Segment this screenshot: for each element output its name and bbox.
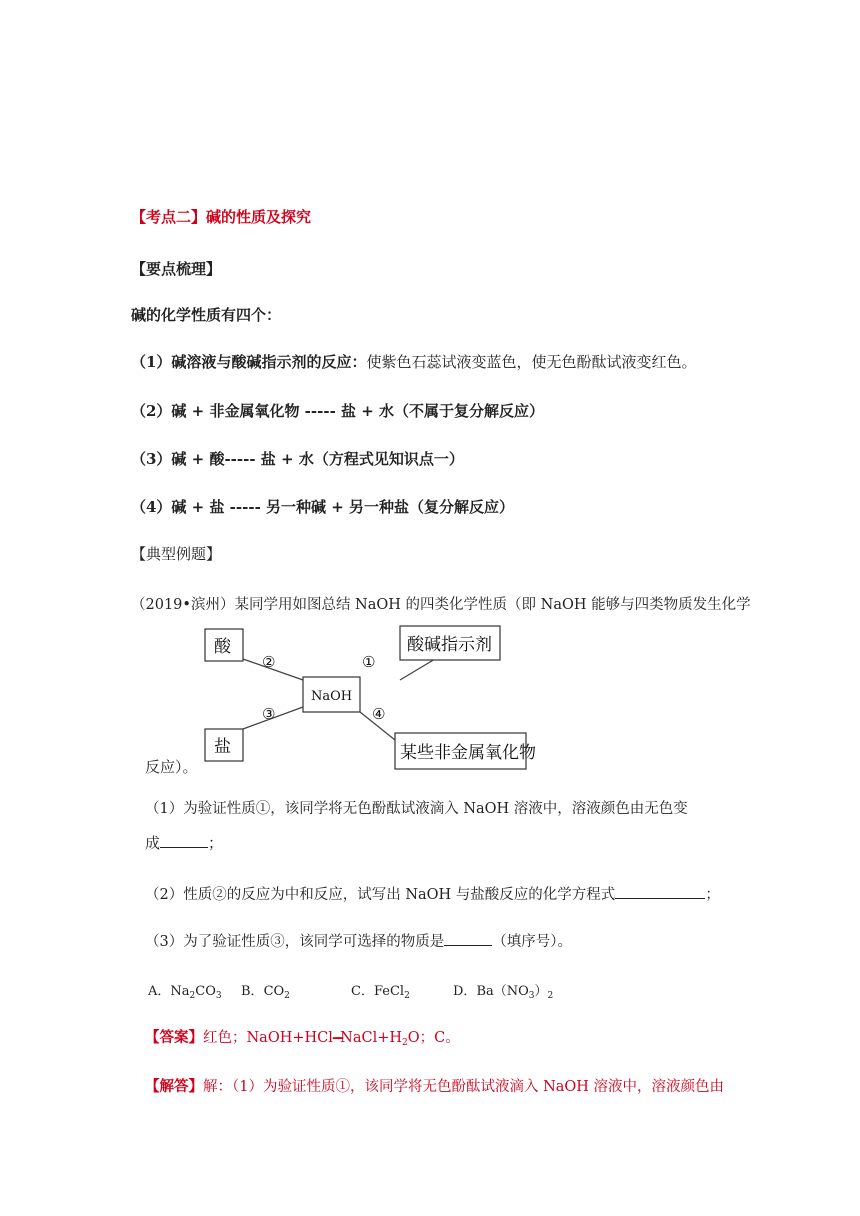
question-3-text: （3）为了验证性质③，该同学可选择的物质是 [145, 934, 445, 950]
salt-label: 盐 [214, 737, 231, 757]
answer-text-pre: 红色；NaOH+HCl [203, 1030, 333, 1046]
question-1-line1: （1）为验证性质①，该同学将无色酚酞试液滴入 NaOH 溶液中，溶液颜色由无色变 [145, 801, 688, 817]
properties-intro: 碱的化学性质有四个： [131, 306, 282, 324]
option-c-formula: FeCl [373, 984, 405, 999]
option-a-mid: CO [195, 984, 216, 999]
naoh-properties-diagram [200, 622, 536, 772]
option-c [351, 982, 410, 1002]
answer-blank-1[interactable] [160, 833, 208, 848]
question-2 [145, 884, 720, 905]
solution-text: 解：（1）为验证性质①，该同学将无色酚酞试液滴入 NaOH 溶液中，溶液颜色由 [203, 1079, 725, 1095]
oxide-label: 某些非金属氧化物 [400, 743, 536, 763]
question-1-prefix: 成 [145, 834, 161, 852]
option-a-formula: Na [170, 984, 190, 999]
option-a [148, 982, 222, 1002]
naoh-label: NaOH [310, 689, 353, 704]
property-2: （2）碱 + 非金属氧化物 ----- 盐 + 水（不属于复分解反应） [131, 402, 545, 420]
answer-text-post: O；C。 [407, 1030, 460, 1046]
answer-blank-2[interactable] [615, 884, 705, 899]
option-d-sub1: 3 [528, 991, 535, 1001]
example-intro-line1: （2019•滨州）某同学用如图总结 NaOH 的四类化学性质（即 NaOH 能够与四类物质发生化学 [131, 597, 751, 613]
example-intro-line2: 反应）。 [145, 758, 198, 776]
question-2-text: （2）性质②的反应为中和反应，试写出 NaOH 与盐酸反应的化学方程式 [145, 887, 616, 903]
solution-label: 【解答】 [145, 1078, 203, 1095]
property-1-title: （1）碱溶液与酸碱指示剂的反应： [131, 353, 367, 371]
option-b-sub1: 2 [284, 991, 290, 1001]
answer-label: 【答案】 [145, 1029, 203, 1046]
question-2-suffix: ； [705, 887, 720, 903]
option-d [453, 982, 553, 1002]
question-1-suffix: ； [208, 834, 224, 852]
answer-equals: ━━ [332, 1032, 341, 1045]
option-d-sub2: 2 [547, 991, 554, 1001]
question-1-line2 [145, 833, 223, 853]
answer-line [145, 1028, 460, 1049]
option-d-letter: D． [453, 984, 477, 999]
acid-label: 酸 [214, 637, 231, 657]
indicator-label: 酸碱指示剂 [407, 635, 492, 655]
question-3 [145, 931, 572, 952]
key-points-heading: 【要点梳理】 [131, 260, 222, 278]
property-number-2: ② [262, 653, 276, 671]
property-number-1: ① [362, 653, 376, 671]
option-c-letter: C． [351, 984, 374, 999]
question-3-suffix: （填序号）。 [492, 934, 572, 950]
option-a-letter: A． [148, 984, 171, 999]
property-3: （3）碱 + 酸----- 盐 + 水（方程式见知识点一） [131, 450, 464, 468]
property-1 [131, 352, 696, 372]
option-b [241, 982, 290, 1002]
answer-sub: 2 [402, 1038, 408, 1048]
answer-text-mid: NaCl+H [340, 1030, 403, 1046]
property-number-4: ④ [372, 705, 386, 723]
option-b-formula: CO [263, 984, 285, 999]
example-heading: 【典型例题】 [131, 545, 222, 563]
option-b-letter: B． [241, 984, 264, 999]
property-4: （4）碱 + 盐 ----- 另一种碱 + 另一种盐（复分解反应） [131, 498, 515, 516]
option-a-sub2: 3 [215, 991, 222, 1001]
option-d-formula: Ba（NO [476, 984, 529, 999]
section-title: 【考点二】碱的性质及探究 [131, 208, 312, 226]
property-number-3: ③ [262, 705, 276, 723]
answer-blank-3[interactable] [444, 931, 492, 946]
solution-line [145, 1077, 724, 1097]
option-d-mid: ） [534, 984, 548, 999]
option-c-sub1: 2 [404, 991, 410, 1001]
option-a-sub1: 2 [189, 991, 196, 1001]
property-1-text: 使紫色石蕊试液变蓝色，使无色酚酞试液变红色。 [366, 353, 697, 371]
